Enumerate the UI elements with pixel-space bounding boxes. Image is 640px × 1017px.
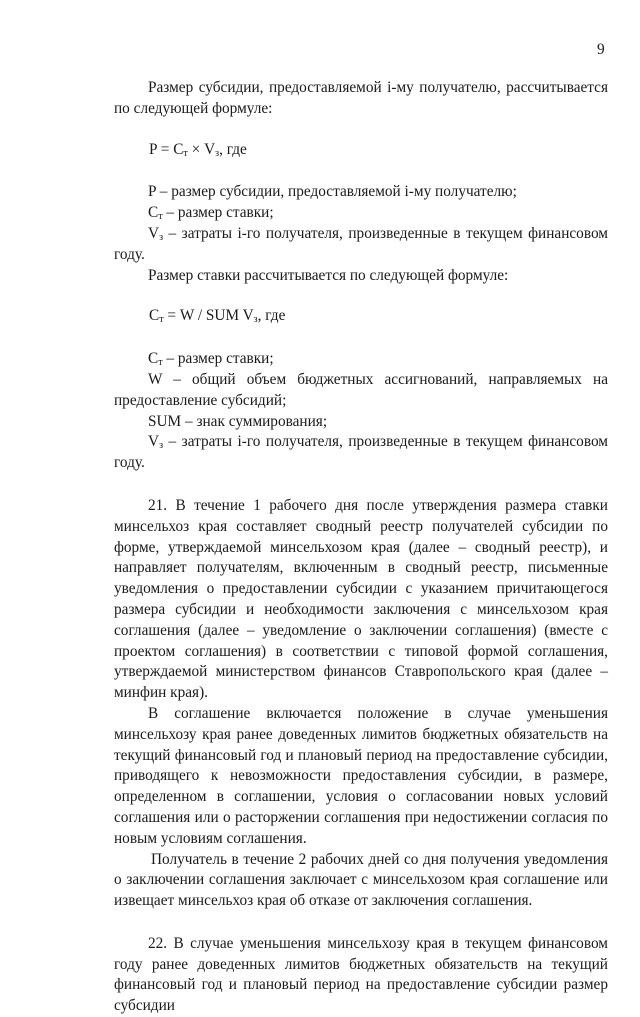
paragraph-21-agreement: В соглашение включается положение в случае уменьшения минсельхозу края ранее доведенных лимитов бюджетных обязательств на текущий финансовый год и плановый период на предоставление субсидии, приводящего к невозможности предоставления субсидии, в размере, определенном в соглашении, условия о согласовании новых условий соглашения или о расторжении соглашения при недостижении согласия по новым условиям соглашения.	[114, 704, 608, 847]
page-number: 9	[597, 41, 605, 58]
definition-p: P – размер субсидии, предоставляемой i-му получателю;	[148, 183, 517, 201]
page-content	[114, 78, 608, 1017]
paragraph-22: 22. В случае уменьшения минсельхозу края в текущем финансовом году ранее доведенных лимитов бюджетных обязательств на текущий финансовый год и плановый период на предоставление субсидии размер субсидии	[114, 934, 608, 1015]
definition-vz: $V_з$ – затраты i-го получателя, произведенные в текущем финансовом году.	[114, 224, 608, 263]
intro-paragraph: Размер субсидии, предоставляемой i-му получателю, рассчитывается по следующей формуле:	[114, 79, 608, 117]
definition-vz-2: $V_з$ – затраты i-го получателя, произведенные в текущем финансовом году.	[114, 433, 608, 472]
rate-formula: $C_т = W$ / SUM $V_з$, где	[149, 307, 286, 326]
definition-sum: SUM – знак суммирования;	[148, 412, 328, 430]
paragraph-21: 21. В течение 1 рабочего дня после утверждения размера ставки минсельхоз края составляет сводный реестр получателей субсидии по форме, утверждаемой минсельхозом края (далее – сводный реестр), и направляет получателям, включенным в сводный реестр, письменные уведомления о предоставлении субсидии с указанием причитающегося размера субсидии и необходимости заключения с минсельхозом края соглашения (далее – уведомление о заключении соглашения) (вместе с проектом соглашения) в соответствии с типовой формой соглашения, утверждаемой министерством финансов Ставропольского края (далее – минфин края).	[114, 496, 608, 702]
paragraph-21-recipient: Получатель в течение 2 рабочих дней со дня получения уведомления о заключении соглашения заключает с минсельхозом края соглашение или извещает минсельхоз края об отказе от заключения соглашения.	[114, 850, 608, 910]
rate-intro-paragraph: Размер ставки рассчитывается по следующей формуле:	[148, 266, 509, 284]
subsidy-formula: $P = C_т \times V_з$, где	[149, 140, 247, 159]
definition-ct: $C_т$ – размер ставки;	[148, 204, 274, 223]
definition-ct-2: $C_т$ – размер ставки;	[148, 350, 274, 369]
definition-w: W – общий объем бюджетных ассигнований, направляемых на предоставление субсидий;	[114, 370, 608, 409]
